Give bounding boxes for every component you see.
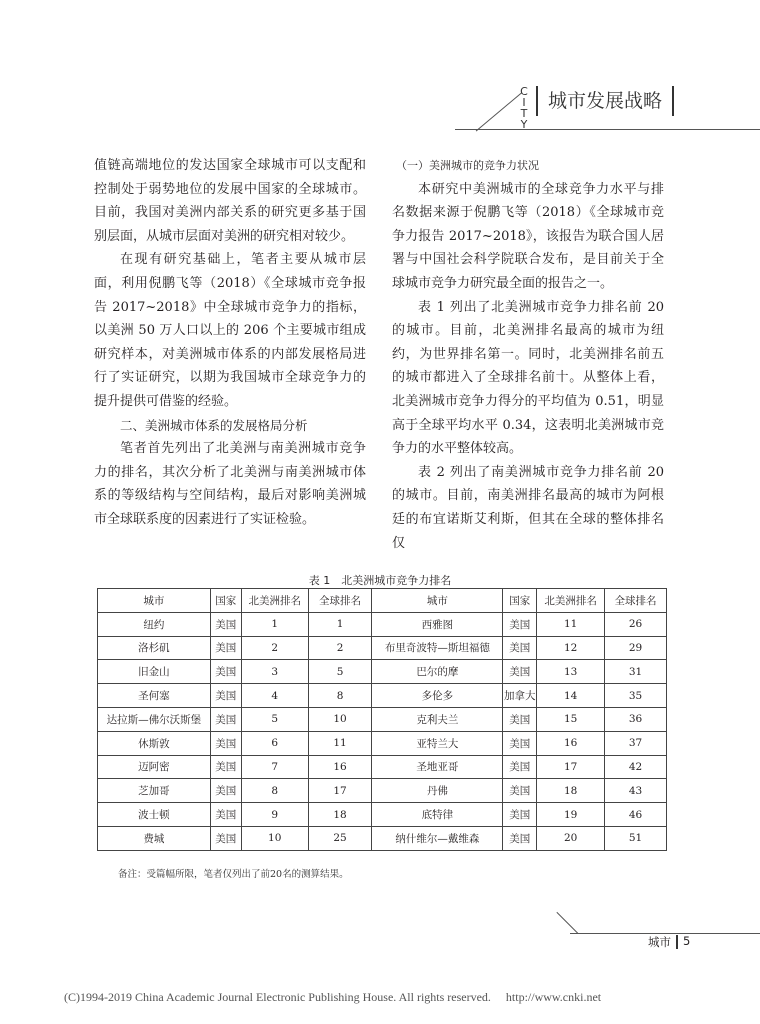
cell-city: 达拉斯—佛尔沃斯堡 xyxy=(98,707,211,731)
cell-na-rank: 5 xyxy=(241,707,308,731)
header-city: 城市 xyxy=(98,589,211,613)
cell-city: 丹佛 xyxy=(372,779,503,803)
cell-city: 多伦多 xyxy=(372,684,503,708)
cell-na-rank: 10 xyxy=(241,826,308,850)
header-na-rank: 北美洲排名 xyxy=(241,589,308,613)
cell-country: 美国 xyxy=(503,636,537,660)
table-row xyxy=(98,684,667,708)
cell-global-rank: 18 xyxy=(308,803,372,827)
cell-country: 美国 xyxy=(210,803,241,827)
paragraph-continued: 值链高端地位的发达国家全球城市可以支配和控制处于弱势地位的发展中国家的全球城市。目前，我国对美洲内部关系的研究更多基于国别层面，从城市层面对美洲的研究相对较少。 xyxy=(94,158,366,244)
cell-global-rank: 8 xyxy=(308,684,372,708)
header-country: 国家 xyxy=(503,589,537,613)
city-ranking-table xyxy=(97,588,667,851)
cell-city: 纳什维尔—戴维森 xyxy=(372,826,503,850)
cell-country: 美国 xyxy=(503,755,537,779)
cell-global-rank: 29 xyxy=(605,636,667,660)
cell-country: 美国 xyxy=(210,707,241,731)
cell-global-rank: 31 xyxy=(605,660,667,684)
cell-city: 波士顿 xyxy=(98,803,211,827)
cell-na-rank: 7 xyxy=(241,755,308,779)
page-number: 5 xyxy=(683,934,691,948)
cell-city: 底特律 xyxy=(372,803,503,827)
header-city-vertical xyxy=(516,86,532,130)
cell-country: 加拿大 xyxy=(503,684,537,708)
table-row xyxy=(98,755,667,779)
cell-city: 克利夫兰 xyxy=(372,707,503,731)
cell-global-rank: 25 xyxy=(308,826,372,850)
cell-country: 美国 xyxy=(210,612,241,636)
paragraph: 表 2 列出了南美洲城市竞争力排名前 20 的城市。目前，南美洲排名最高的城市为阿根廷的布宜诺斯艾利斯，但其在全球的整体排名仅 xyxy=(392,464,664,551)
subsection-heading: （一）美洲城市的竞争力状况 xyxy=(396,159,539,172)
cell-global-rank: 43 xyxy=(605,779,667,803)
cell-na-rank: 15 xyxy=(537,707,605,731)
cell-na-rank: 17 xyxy=(537,755,605,779)
table-note: 备注：受篇幅所限，笔者仅列出了前20名的测算结果。 xyxy=(118,869,349,880)
header-global-rank: 全球排名 xyxy=(308,589,372,613)
cell-city: 芝加哥 xyxy=(98,779,211,803)
table-row xyxy=(98,803,667,827)
cell-city: 巴尔的摩 xyxy=(372,660,503,684)
paragraph: 笔者首先列出了北美洲与南美洲城市竞争力的排名，其次分析了北美洲与南美洲城市体系的等级结构与空间结构，最后对影响美洲城市全球联系度的因素进行了实证检验。 xyxy=(94,441,366,527)
header-na-rank: 北美洲排名 xyxy=(537,589,605,613)
table-row xyxy=(98,707,667,731)
table-row xyxy=(98,731,667,755)
table-caption: 表 1 北美洲城市竞争力排名 xyxy=(308,574,452,587)
footer-separator xyxy=(676,935,678,949)
city-letter: Y xyxy=(520,118,528,131)
city-letter: T xyxy=(520,107,528,120)
cell-country: 美国 xyxy=(210,684,241,708)
cell-city: 休斯敦 xyxy=(98,731,211,755)
table-header-row xyxy=(98,589,667,613)
cell-country: 美国 xyxy=(503,707,537,731)
cell-city: 费城 xyxy=(98,826,211,850)
cell-global-rank: 11 xyxy=(308,731,372,755)
table-row xyxy=(98,660,667,684)
cell-global-rank: 46 xyxy=(605,803,667,827)
header-rule xyxy=(455,129,760,130)
cell-na-rank: 9 xyxy=(241,803,308,827)
cell-country: 美国 xyxy=(210,660,241,684)
cell-na-rank: 3 xyxy=(241,660,308,684)
section-heading: 二、美洲城市体系的发展格局分析 xyxy=(120,417,308,433)
cell-na-rank: 13 xyxy=(537,660,605,684)
cell-na-rank: 8 xyxy=(241,779,308,803)
cell-global-rank: 17 xyxy=(308,779,372,803)
header-global-rank: 全球排名 xyxy=(605,589,667,613)
table-row xyxy=(98,826,667,850)
cell-global-rank: 10 xyxy=(308,707,372,731)
cell-country: 美国 xyxy=(503,731,537,755)
cell-country: 美国 xyxy=(503,803,537,827)
cell-na-rank: 2 xyxy=(241,636,308,660)
cell-na-rank: 4 xyxy=(241,684,308,708)
cell-country: 美国 xyxy=(210,826,241,850)
cell-country: 美国 xyxy=(210,731,241,755)
cell-na-rank: 12 xyxy=(537,636,605,660)
cell-city: 圣地亚哥 xyxy=(372,755,503,779)
cell-global-rank: 5 xyxy=(308,660,372,684)
paragraph: 表 1 列出了北美洲城市竞争力排名前 20 的城市。目前，北美洲排名最高的城市为纽约，为世界排名第一。同时，北美洲排名前五的城市都进入了全球排名前十。从整体上看，北美洲城市竞争力得分的平均值为 0.51，明显高于全球平均水平 0.34，这表明北美洲城市竞争力的水平整体较高。 xyxy=(392,299,664,457)
cell-global-rank: 37 xyxy=(605,731,667,755)
left-column xyxy=(94,154,366,532)
cell-global-rank: 26 xyxy=(605,612,667,636)
cell-global-rank: 36 xyxy=(605,707,667,731)
cell-na-rank: 19 xyxy=(537,803,605,827)
cell-global-rank: 1 xyxy=(308,612,372,636)
cell-city: 旧金山 xyxy=(98,660,211,684)
cell-city: 亚特兰大 xyxy=(372,731,503,755)
city-letter: I xyxy=(522,96,526,109)
cell-city: 布里奇波特—斯坦福德 xyxy=(372,636,503,660)
cell-global-rank: 16 xyxy=(308,755,372,779)
cell-global-rank: 51 xyxy=(605,826,667,850)
header-country: 国家 xyxy=(210,589,241,613)
cell-na-rank: 16 xyxy=(537,731,605,755)
footer-diagonal-line xyxy=(556,912,578,934)
cell-country: 美国 xyxy=(210,755,241,779)
cell-na-rank: 18 xyxy=(537,779,605,803)
cell-country: 美国 xyxy=(210,636,241,660)
cell-na-rank: 6 xyxy=(241,731,308,755)
table-row xyxy=(98,779,667,803)
cell-country: 美国 xyxy=(503,612,537,636)
table-row xyxy=(98,612,667,636)
cell-country: 美国 xyxy=(503,779,537,803)
cell-country: 美国 xyxy=(503,660,537,684)
cell-city: 西雅图 xyxy=(372,612,503,636)
cell-country: 美国 xyxy=(210,779,241,803)
paragraph: 在现有研究基础上，笔者主要从城市层面，利用倪鹏飞等（2018）《全球城市竞争报告 2017~2018》中全球城市竞争力的指标，以美洲 50 万人口以上的 206 个主要城市组成研究样本，对美洲城市体系的内部发展格局进行了实证研究，以期为我国城市全球竞争力的提升提供可借鉴的经验。 xyxy=(94,252,366,409)
right-column xyxy=(392,154,664,555)
city-letter: C xyxy=(520,85,528,98)
cell-city: 迈阿密 xyxy=(98,755,211,779)
cell-city: 圣何塞 xyxy=(98,684,211,708)
table-row xyxy=(98,636,667,660)
cell-city: 洛杉矶 xyxy=(98,636,211,660)
section-title: 城市发展战略 xyxy=(536,86,674,116)
cell-global-rank: 42 xyxy=(605,755,667,779)
cell-na-rank: 14 xyxy=(537,684,605,708)
copyright-notice: (C)1994-2019 China Academic Journal Electronic Publishing House. All rights reserved. http://www.cnki.net xyxy=(64,990,602,1004)
paragraph: 本研究中美洲城市的全球竞争力水平与排名数据来源于倪鹏飞等（2018）《全球城市竞争力报告 2017~2018》，该报告为联合国人居署与中国社会科学院联合发布，是目前关于全球城市竞争力研究最全面的报告之一。 xyxy=(392,181,664,291)
journal-name: 城市 xyxy=(648,935,671,949)
cell-na-rank: 1 xyxy=(241,612,308,636)
cell-na-rank: 20 xyxy=(537,826,605,850)
cell-global-rank: 2 xyxy=(308,636,372,660)
cell-city: 纽约 xyxy=(98,612,211,636)
cell-global-rank: 35 xyxy=(605,684,667,708)
cell-na-rank: 11 xyxy=(537,612,605,636)
header-city: 城市 xyxy=(372,589,503,613)
cell-country: 美国 xyxy=(503,826,537,850)
